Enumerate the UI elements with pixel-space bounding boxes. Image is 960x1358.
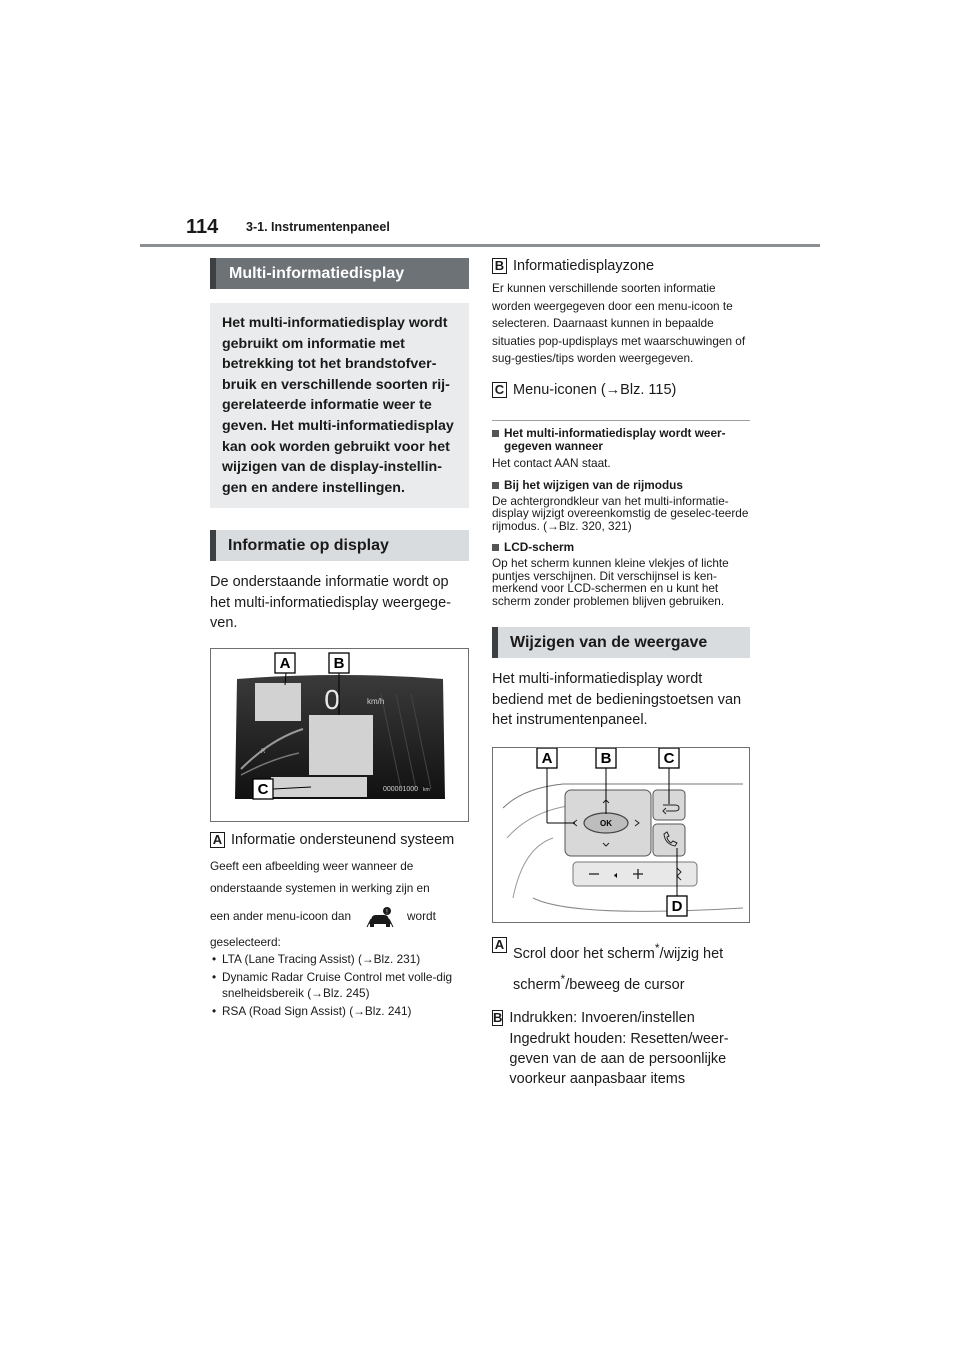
- callout-c-text: C: [257, 780, 269, 798]
- footnote-star: *: [560, 972, 566, 987]
- callout-c-text: C: [663, 749, 675, 767]
- zone-c-box: [271, 777, 367, 797]
- car-icon: [365, 906, 395, 928]
- header-rule: [140, 244, 820, 247]
- dashboard-illustration: [211, 649, 468, 821]
- square-bullet-icon: [492, 430, 499, 437]
- item-a-label: A: [210, 832, 225, 848]
- dashboard-figure: [210, 648, 469, 822]
- ok-text: OK: [600, 818, 612, 828]
- item2a-part1: Scrol door het scherm: [513, 945, 655, 962]
- note2-heading: [492, 479, 750, 492]
- speed-unit: km/h: [367, 696, 385, 706]
- odometer-value: 000001000: [383, 785, 419, 793]
- change-text: Het multi-informatiedisplay wordt bediend met de bedieningstoetsen van het instrumentenpaneel.: [492, 671, 742, 728]
- item-a-line3b: wordt: [407, 909, 436, 924]
- steering-switch-illustration: [493, 748, 749, 922]
- list-item: • RSA (Road Sign Assist) (→Blz. 241): [210, 1003, 469, 1019]
- zone-b-box: [309, 715, 373, 775]
- item2a-label: A: [492, 937, 507, 953]
- note2-title: Bij het wijzigen van de rijmodus: [504, 477, 683, 492]
- section-heading-change-display: Wijzigen van de weergave: [492, 627, 750, 658]
- note3-title: LCD-scherm: [504, 540, 575, 554]
- note1-text: Het contact AAN staat.: [492, 455, 611, 470]
- intro-box: Het multi-informatiedisplay wordt gebruikt om informatie met betrekking tot het brandstofver-bruik en verschillende soorten rij-gerelateerde informatie weer te geven. Het multi-informatiedisplay kan ook worden gebruikt voor het wijzigen van de display-instellin-gen en andere instellingen.: [210, 303, 469, 508]
- item-a-line3: [210, 906, 469, 928]
- item2b-line1: Indrukken: Invoeren/instellen: [509, 1010, 695, 1027]
- item2a-part3: scherm: [513, 977, 561, 994]
- callout-a-text: A: [279, 654, 291, 672]
- note3-text: Op het scherm kunnen kleine vlekjes of lichte puntjes verschijnen. Dit verschijnsel is ken-merkend voor LCD-schermen en u kunt het scherm zonder problemen blijven gebruiken.: [492, 556, 729, 608]
- odometer-unit: km: [423, 786, 430, 793]
- item2a-part4: /beweeg de cursor: [565, 977, 685, 994]
- callout-b-text: B: [333, 654, 345, 672]
- item-a-line1: Geeft een afbeelding weer wanneer de: [210, 858, 414, 873]
- notes-divider: [492, 420, 750, 421]
- callout-d-text: D: [671, 897, 683, 915]
- section-heading-info-display: Informatie op display: [210, 530, 469, 561]
- item2b-rest: Ingedrukt houden: Resetten/weer-geven van de aan de persoonlijke voorkeur aanpasbaar items: [509, 1031, 729, 1088]
- item-c-label: C: [492, 382, 507, 398]
- item-b-heading: [492, 258, 750, 274]
- right-column: [492, 258, 750, 1089]
- square-bullet-icon: [492, 482, 499, 489]
- square-bullet-icon: [492, 544, 499, 551]
- gear-indicator: R: [261, 748, 266, 755]
- item-a-line4: geselecteerd:: [210, 934, 281, 949]
- left-column: [210, 258, 469, 1019]
- section-heading-multi-info: Multi-informatiedisplay: [210, 258, 469, 289]
- item2b: [492, 1008, 750, 1089]
- item2a-part2: /wijzig het: [659, 945, 724, 962]
- phone-button: [653, 824, 685, 856]
- item-a-heading: [210, 832, 469, 848]
- note1-heading: [492, 427, 750, 453]
- item-a-title: Informatie ondersteunend systeem: [231, 831, 455, 848]
- item2a: [492, 935, 750, 999]
- list-item: • Dynamic Radar Cruise Control met volle-dig snelheidsbereik (→Blz. 245): [210, 969, 469, 1001]
- note3-heading: [492, 541, 750, 554]
- footnote-star: *: [654, 940, 660, 955]
- list-item: • LTA (Lane Tracing Assist) (→Blz. 231): [210, 951, 469, 967]
- item2b-label: B: [493, 1010, 503, 1026]
- item-b-title: Informatiedisplayzone: [513, 258, 655, 274]
- speed-value: 0: [324, 683, 340, 715]
- svg-text:!: !: [386, 909, 388, 916]
- item-b-label: B: [492, 258, 507, 274]
- callout-a-text: A: [541, 749, 553, 767]
- callout-b-text: B: [600, 749, 612, 767]
- item-c-title: Menu-iconen (→Blz. 115): [513, 381, 677, 398]
- note1-title: Het multi-informatiedisplay wordt weer-gegeven wanneer: [504, 425, 726, 453]
- system-list: [210, 951, 469, 1019]
- note2-text: De achtergrondkleur van het multi-informatie-display wijzigt overeenkomstig de geselec-teerde rijmodus. (→Blz. 320, 321): [492, 493, 749, 533]
- item-c-heading: [492, 382, 750, 398]
- item-a-line2: onderstaande systemen in werking zijn en: [210, 881, 430, 896]
- zone-a-box: [255, 683, 301, 721]
- item-b-text: Er kunnen verschillende soorten informatie worden weergegeven door een menu-icoon te selecteren. Daarnaast kunnen in bepaalde situaties pop-updisplays met waarschuwingen of sug-gesties/tips worden weergegeven.: [492, 281, 746, 365]
- speaker-icon: 🔈︎: [614, 870, 620, 881]
- chapter-title: 3-1. Instrumentenpaneel: [246, 220, 390, 234]
- item-a-line3a: een ander menu-icoon dan: [210, 909, 352, 924]
- display-intro-text: De onderstaande informatie wordt op het multi-informatiedisplay weergege-ven.: [210, 574, 451, 632]
- page-number: 114: [186, 216, 219, 238]
- steering-switch-figure: [492, 747, 750, 923]
